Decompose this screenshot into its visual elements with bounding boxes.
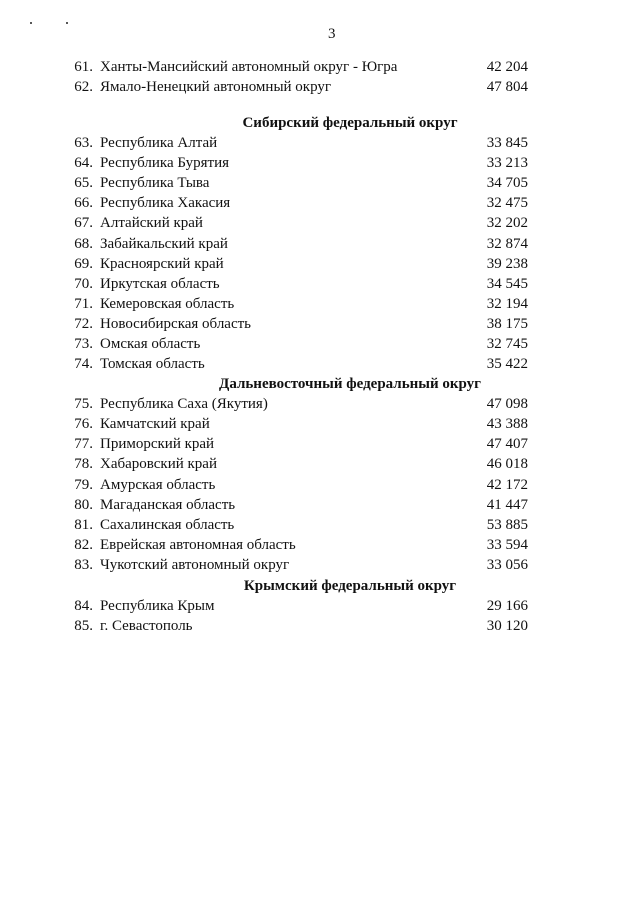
district-heading: Крымский федеральный округ — [243, 578, 457, 594]
row-number: 75. — [74, 396, 93, 412]
table-row — [60, 254, 540, 274]
table-row — [60, 555, 540, 575]
region-value: 33 213 — [486, 155, 528, 171]
region-value: 47 098 — [486, 396, 528, 412]
region-name: Приморский край — [100, 436, 215, 452]
region-name: Республика Крым — [100, 598, 215, 614]
table-row — [60, 394, 540, 414]
row-number: 81. — [74, 517, 93, 533]
region-value: 38 175 — [486, 316, 528, 332]
region-name: Камчатский край — [100, 416, 210, 432]
table-row — [60, 173, 540, 193]
region-value: 39 238 — [486, 256, 528, 272]
region-value: 41 447 — [486, 497, 528, 513]
table-row — [60, 294, 540, 314]
region-value: 33 594 — [486, 537, 528, 553]
row-number: 65. — [74, 175, 93, 191]
row-number: 62. — [74, 79, 93, 95]
table-row — [60, 133, 540, 153]
region-name: Еврейская автономная область — [100, 537, 296, 553]
row-number: 76. — [74, 416, 93, 432]
region-value: 42 204 — [486, 59, 528, 75]
row-number: 70. — [74, 276, 93, 292]
region-value: 32 475 — [486, 195, 528, 211]
table-row — [60, 515, 540, 535]
region-name: Красноярский край — [100, 256, 224, 272]
row-number: 66. — [74, 195, 93, 211]
region-value: 35 422 — [486, 356, 528, 372]
table-row — [60, 414, 540, 434]
region-name: Амурская область — [100, 477, 216, 493]
region-name: Республика Бурятия — [100, 155, 230, 171]
region-value: 34 705 — [486, 175, 528, 191]
region-value: 32 745 — [486, 336, 528, 352]
row-number: 68. — [74, 236, 93, 252]
row-number: 72. — [74, 316, 93, 332]
region-value: 29 166 — [486, 598, 528, 614]
table-row — [60, 213, 540, 233]
region-value: 46 018 — [486, 456, 528, 472]
region-name: Чукотский автономный округ — [100, 557, 290, 573]
row-number: 73. — [74, 336, 93, 352]
row-number: 77. — [74, 436, 93, 452]
page-number: 3 — [328, 26, 336, 42]
region-name: Томская область — [100, 356, 205, 372]
table-row — [60, 535, 540, 555]
region-value: 53 885 — [486, 517, 528, 533]
region-name: Ямало-Ненецкий автономный округ — [100, 79, 332, 95]
row-number: 67. — [74, 215, 93, 231]
region-name: Республика Тыва — [100, 175, 210, 191]
table-row — [60, 334, 540, 354]
table-row — [60, 57, 540, 77]
table-row — [60, 495, 540, 515]
region-value: 32 202 — [486, 215, 528, 231]
row-number: 79. — [74, 477, 93, 493]
region-value: 32 194 — [486, 296, 528, 312]
region-value: 33 845 — [486, 135, 528, 151]
region-name: Забайкальский край — [100, 236, 228, 252]
region-name: Сахалинская область — [100, 517, 235, 533]
region-value: 33 056 — [486, 557, 528, 573]
region-name: Новосибирская область — [100, 316, 252, 332]
row-number: 80. — [74, 497, 93, 513]
region-name: г. Севастополь — [100, 618, 193, 634]
row-number: 69. — [74, 256, 93, 272]
table-row — [60, 596, 540, 616]
region-name: Алтайский край — [100, 215, 203, 231]
row-number: 74. — [74, 356, 93, 372]
region-value: 30 120 — [486, 618, 528, 634]
row-number: 78. — [74, 456, 93, 472]
scan-speck — [30, 22, 32, 24]
region-name: Республика Хакасия — [100, 195, 231, 211]
region-name: Ханты-Мансийский автономный округ - Югра — [100, 59, 398, 75]
row-number: 85. — [74, 618, 93, 634]
row-number: 71. — [74, 296, 93, 312]
table-row — [60, 314, 540, 334]
row-number: 64. — [74, 155, 93, 171]
table-row — [60, 274, 540, 294]
district-heading: Сибирский федеральный округ — [242, 115, 458, 131]
table-row — [60, 616, 540, 636]
region-value: 43 388 — [486, 416, 528, 432]
table-row — [60, 354, 540, 374]
region-name: Иркутская область — [100, 276, 220, 292]
region-name: Омская область — [100, 336, 201, 352]
region-name: Республика Алтай — [100, 135, 218, 151]
district-heading: Дальневосточный федеральный округ — [219, 376, 481, 392]
scan-speck — [66, 22, 68, 24]
table-row — [60, 434, 540, 454]
region-name: Кемеровская область — [100, 296, 235, 312]
region-value: 42 172 — [486, 477, 528, 493]
region-value: 47 804 — [486, 79, 528, 95]
region-name: Хабаровский край — [100, 456, 217, 472]
row-number: 61. — [74, 59, 93, 75]
row-number: 83. — [74, 557, 93, 573]
region-value: 34 545 — [486, 276, 528, 292]
row-number: 63. — [74, 135, 93, 151]
row-number: 84. — [74, 598, 93, 614]
table-row — [60, 475, 540, 495]
table-row — [60, 454, 540, 474]
region-value: 47 407 — [486, 436, 528, 452]
table-row — [60, 153, 540, 173]
region-name: Республика Саха (Якутия) — [100, 396, 268, 412]
table-row — [60, 77, 540, 97]
table-row — [60, 234, 540, 254]
table-row — [60, 193, 540, 213]
region-name: Магаданская область — [100, 497, 236, 513]
row-number: 82. — [74, 537, 93, 553]
region-value: 32 874 — [486, 236, 528, 252]
